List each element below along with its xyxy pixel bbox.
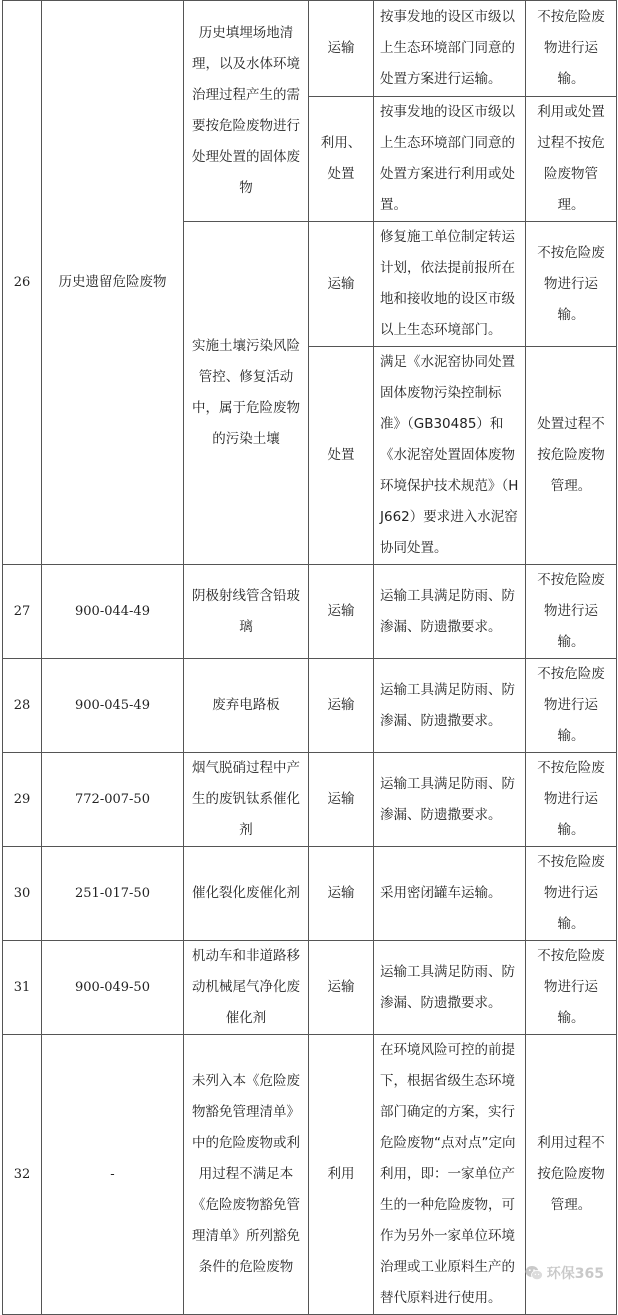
exempt-condition: 运输工具满足防雨、防渗漏、防遗撒要求。	[374, 565, 526, 659]
exempt-link: 运输	[309, 941, 374, 1035]
table-row	[3, 1, 617, 97]
exempt-link: 运输	[309, 565, 374, 659]
exempt-link: 利用、处置	[309, 97, 374, 222]
table-row	[3, 941, 617, 1035]
exempt-scope: 历史填埋场地清理，以及水体环境治理过程产生的需要按危险废物进行处理处置的固体废物	[184, 1, 309, 222]
waste-code: -	[42, 1035, 184, 1315]
exempt-content: 不按危险废物进行运输。	[526, 847, 617, 941]
exempt-link: 运输	[309, 847, 374, 941]
row-number: 30	[3, 847, 42, 941]
waste-code: 900-045-49	[42, 659, 184, 753]
exempt-content: 不按危险废物进行运输。	[526, 753, 617, 847]
exempt-link: 运输	[309, 222, 374, 347]
row-number: 27	[3, 565, 42, 659]
exempt-scope: 阴极射线管含铅玻璃	[184, 565, 309, 659]
exempt-content: 不按危险废物进行运输。	[526, 1, 617, 97]
waste-code: 772-007-50	[42, 753, 184, 847]
exempt-link: 处置	[309, 347, 374, 565]
table-row	[3, 753, 617, 847]
exempt-link: 利用	[309, 1035, 374, 1315]
exempt-condition: 按事发地的设区市级以上生态环境部门同意的处置方案进行利用或处置。	[374, 97, 526, 222]
row-number: 32	[3, 1035, 42, 1315]
row-number: 28	[3, 659, 42, 753]
row-number: 31	[3, 941, 42, 1035]
waste-code: 900-049-50	[42, 941, 184, 1035]
exempt-condition: 按事发地的设区市级以上生态环境部门同意的处置方案进行运输。	[374, 1, 526, 97]
exempt-scope: 未列入本《危险废物豁免管理清单》中的危险废物或利用过程不满足本《危险废物豁免管理清单》所列豁免条件的危险废物	[184, 1035, 309, 1315]
exempt-content: 不按危险废物进行运输。	[526, 565, 617, 659]
exempt-content: 不按危险废物进行运输。	[526, 659, 617, 753]
waste-code: 251-017-50	[42, 847, 184, 941]
exempt-condition: 满足《水泥窑协同处置固体废物污染控制标准》（GB30485）和《水泥窑处置固体废物环境保护技术规范》（HJ662）要求进入水泥窑协同处置。	[374, 347, 526, 565]
exempt-content: 不按危险废物进行运输。	[526, 222, 617, 347]
exempt-condition: 运输工具满足防雨、防渗漏、防遗撒要求。	[374, 753, 526, 847]
exempt-condition: 修复施工单位制定转运计划，依法提前报所在地和接收地的设区市级以上生态环境部门。	[374, 222, 526, 347]
exempt-content: 利用或处置过程不按危险废物管理。	[526, 97, 617, 222]
row-number: 29	[3, 753, 42, 847]
row-number: 26	[3, 1, 42, 565]
exempt-link: 运输	[309, 753, 374, 847]
exempt-link: 运输	[309, 659, 374, 753]
waste-code: 900-044-49	[42, 565, 184, 659]
exempt-condition: 运输工具满足防雨、防渗漏、防遗撒要求。	[374, 659, 526, 753]
watermark	[525, 1263, 604, 1283]
exempt-condition: 运输工具满足防雨、防渗漏、防遗撒要求。	[374, 941, 526, 1035]
table-row	[3, 847, 617, 941]
exempt-condition: 采用密闭罐车运输。	[374, 847, 526, 941]
exempt-scope: 催化裂化废催化剂	[184, 847, 309, 941]
exempt-scope: 机动车和非道路移动机械尾气净化废催化剂	[184, 941, 309, 1035]
exempt-content: 利用过程不按危险废物管理。	[526, 1035, 617, 1315]
exemption-table	[2, 0, 617, 1315]
watermark-text: 环保365	[546, 1266, 604, 1282]
exempt-content: 不按危险废物进行运输。	[526, 941, 617, 1035]
table-row	[3, 659, 617, 753]
exempt-scope: 烟气脱硝过程中产生的废钒钛系催化剂	[184, 753, 309, 847]
waste-code: 历史遗留危险废物	[42, 1, 184, 565]
table-row	[3, 565, 617, 659]
wechat-icon	[525, 1265, 543, 1281]
exempt-content: 处置过程不按危险废物管理。	[526, 347, 617, 565]
exempt-condition: 在环境风险可控的前提下，根据省级生态环境部门确定的方案，实行危险废物“点对点”定向利用，即：一家单位产生的一种危险废物，可作为另外一家单位环境治理或工业原料生产的替代原料进行使用。	[374, 1035, 526, 1315]
exempt-link: 运输	[309, 1, 374, 97]
exempt-scope: 废弃电路板	[184, 659, 309, 753]
exempt-scope: 实施土壤污染风险管控、修复活动中，属于危险废物的污染土壤	[184, 222, 309, 565]
